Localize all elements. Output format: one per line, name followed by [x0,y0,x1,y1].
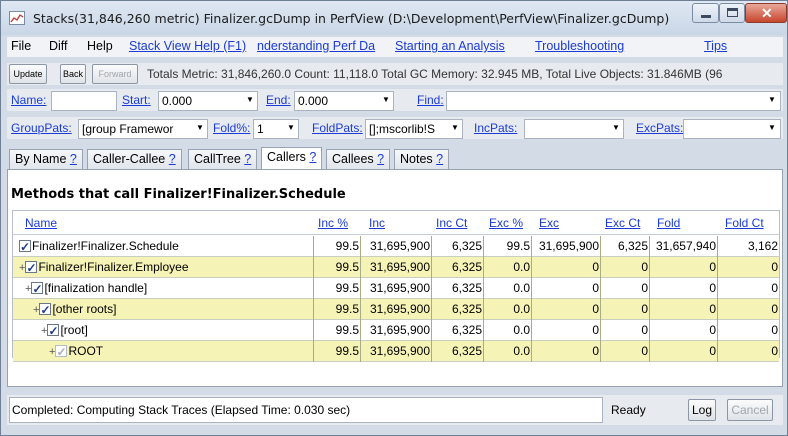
exc-pct-cell: 0.0 [484,341,532,362]
inc-pct-cell: 99.5 [314,236,361,257]
excpats-label[interactable]: ExcPats: [636,121,684,135]
fold-ct-cell: 0 [771,281,778,295]
chevron-down-icon[interactable]: ▼ [768,95,776,104]
name-cell [19,278,314,299]
col-name[interactable]: Name [25,216,58,230]
grouppats-label[interactable]: GroupPats: [11,121,72,135]
inc-cell: 31,695,900 [361,236,432,257]
totals-summary: Totals Metric: 31,846,260.0 Count: 11,118.0 Total GC Memory: 32.945 MB, Total Live Objects: 31.846MB (96 [147,67,723,81]
minimize-icon [701,15,711,18]
expand-toggle[interactable]: + [25,283,32,295]
understanding-perf-data-link[interactable]: nderstanding Perf Da [257,39,376,53]
chevron-down-icon[interactable]: ▼ [451,123,459,132]
exc-ct-cell: 0 [601,278,650,299]
find-field[interactable] [446,91,781,111]
col-exc-ct[interactable]: Exc Ct [605,216,641,230]
log-button[interactable]: Log [688,399,716,421]
callers-panel [7,169,783,387]
inc-cell: 31,695,900 [361,299,432,320]
close-icon: ✕ [761,5,773,21]
chevron-down-icon[interactable]: ▼ [196,123,204,132]
inc-ct-cell: 6,325 [432,236,484,257]
exc-ct-cell: 6,325 [601,236,650,257]
exc-pct-cell: 0.0 [484,278,532,299]
update-button[interactable]: Update [9,64,47,84]
exc-ct-cell: 0 [601,320,650,341]
menu-diff[interactable]: Diff [49,39,68,53]
row-name: [finalization handle] [44,281,148,295]
filter-row-patterns [7,117,783,139]
tab-callers[interactable] [261,147,322,170]
filter-row-range [7,89,783,111]
menu-help[interactable]: Help [87,39,113,53]
help-link[interactable]: ? [168,152,176,166]
expand-toggle[interactable]: + [33,304,40,316]
toolbar [7,63,783,85]
help-link[interactable]: ? [377,152,385,166]
chart-icon [9,11,25,25]
inc-cell: 31,695,900 [361,320,432,341]
title-bar[interactable] [1,1,787,35]
tab-calltree[interactable] [188,149,257,169]
inc-ct-cell: 6,325 [432,257,484,278]
inc-pct-cell: 99.5 [314,278,361,299]
exc-ct-cell: 0 [601,341,650,362]
help-link[interactable]: ? [436,152,444,166]
row-name: ROOT [68,344,104,358]
foldpct-label[interactable]: Fold%: [213,121,251,135]
tab-label: Caller-Callee [93,152,166,166]
col-inc-pct[interactable]: Inc % [318,216,349,230]
exc-cell: 0 [532,278,601,299]
exc-pct-cell: 0.0 [484,257,532,278]
name-cell [19,236,314,257]
help-link[interactable]: ? [309,150,317,164]
status-bar [7,395,783,425]
inc-cell: 31,695,900 [361,278,432,299]
table-row[interactable] [13,320,779,341]
fold-cell: 0 [650,278,718,299]
window-title: Stacks(31,846,260 metric) Finalizer.gcDump in PerfView (D:\Development\PerfView\Finalizer.gcDump) [33,11,670,26]
troubleshooting-link[interactable]: Troubleshooting [535,39,625,53]
maximize-button[interactable] [719,3,745,23]
starting-analysis-link[interactable]: Starting an Analysis [395,39,505,53]
name-label[interactable]: Name: [11,93,47,107]
col-fold[interactable]: Fold [657,216,681,230]
exc-cell: 0 [532,257,601,278]
forward-button[interactable]: Forward [92,64,138,84]
fold-cell: 0 [650,341,718,362]
exc-pct-cell: 0.0 [484,320,532,341]
exc-cell: 0 [532,320,601,341]
stack-view-help-link[interactable]: Stack View Help (F1) [129,39,247,53]
inc-cell: 31,695,900 [361,341,432,362]
exc-cell: 0 [532,299,601,320]
exc-ct-cell: 0 [601,257,650,278]
expand-toggle[interactable]: + [19,262,26,274]
row-name: Finalizer!Finalizer.Employee [38,260,189,274]
inc-cell: 31,695,900 [361,257,432,278]
inc-ct-cell: 6,325 [432,320,484,341]
status-state: Ready [611,403,646,417]
name-cell [19,320,314,341]
fold-ct-cell: 0 [771,344,778,358]
end-label[interactable]: End: [266,93,291,107]
table-row[interactable] [13,257,779,278]
col-inc[interactable]: Inc [369,216,386,230]
exc-pct-cell: 0.0 [484,299,532,320]
expand-toggle[interactable]: + [49,346,56,358]
chevron-down-icon[interactable]: ▼ [612,123,620,132]
chevron-down-icon[interactable]: ▼ [287,123,295,132]
fold-ct-cell: 3,162 [747,239,778,253]
inc-pct-cell: 99.5 [314,320,361,341]
fold-ct-cell: 0 [771,302,778,316]
inc-ct-cell: 6,325 [432,299,484,320]
tab-label: CallTree [194,152,241,166]
tab-label: By Name [15,152,67,166]
foldpats-field[interactable]: [];mscorlib!S [365,119,463,139]
inc-ct-cell: 6,325 [432,341,484,362]
tips-link[interactable]: Tips [704,39,728,53]
inc-pct-cell: 99.5 [314,341,361,362]
name-cell [19,299,314,320]
exc-cell: 0 [532,341,601,362]
callers-grid [12,210,780,358]
exc-cell: 31,695,900 [532,236,601,257]
table-row[interactable] [13,341,779,362]
cancel-button[interactable]: Cancel [727,399,773,421]
back-button[interactable]: Back [60,64,86,84]
chevron-down-icon[interactable]: ▼ [246,95,254,104]
help-link[interactable]: ? [244,152,252,166]
incpats-label[interactable]: IncPats: [474,121,518,135]
panel-heading: Methods that call Finalizer!Finalizer.Schedule [11,187,346,202]
row-name: Finalizer!Finalizer.Schedule [32,239,179,253]
name-cell [19,341,314,362]
end-field[interactable]: 0.000 [294,91,394,111]
col-fold-ct[interactable]: Fold Ct [725,216,764,230]
tab-label: Callers [267,150,306,164]
tab-label: Notes [400,152,433,166]
chevron-down-icon[interactable]: ▼ [382,95,390,104]
inc-ct-cell: 6,325 [432,278,484,299]
fold-ct-cell: 0 [771,323,778,337]
inc-pct-cell: 99.5 [314,257,361,278]
exc-pct-cell: 99.5 [484,236,532,257]
start-field[interactable]: 0.000 [158,91,258,111]
fold-cell: 0 [650,257,718,278]
expand-toggle[interactable]: + [41,325,48,337]
name-field[interactable] [51,91,117,111]
start-label[interactable]: Start: [122,93,151,107]
grouppats-field[interactable]: [group Framewor [78,119,208,139]
exc-ct-cell: 0 [601,299,650,320]
table-row[interactable] [13,278,779,299]
col-inc-ct[interactable]: Inc Ct [436,216,468,230]
tab-caller-callee[interactable] [87,149,182,169]
tab-notes[interactable] [394,149,449,169]
checkbox[interactable] [31,282,43,294]
col-exc[interactable]: Exc [539,216,560,230]
view-tabs [7,147,783,169]
menu-file[interactable]: File [11,39,32,53]
checkbox[interactable] [55,345,67,357]
checkbox[interactable] [47,324,59,336]
fold-ct-cell: 0 [771,260,778,274]
tab-by-name[interactable] [9,149,83,169]
checkbox[interactable] [25,261,37,273]
name-cell [19,257,314,278]
col-exc-pct[interactable]: Exc % [489,216,524,230]
menu-bar [7,37,783,57]
close-button[interactable] [745,3,787,23]
foldpct-field[interactable]: 1 [253,119,299,139]
fold-cell: 0 [650,299,718,320]
tab-label: Callees [332,152,374,166]
grid-header [13,211,779,235]
checkbox[interactable] [39,303,51,315]
row-name: [other roots] [52,302,117,316]
chevron-down-icon[interactable]: ▼ [768,123,776,132]
maximize-icon [727,8,738,17]
find-label[interactable]: Find: [417,93,444,107]
inc-pct-cell: 99.5 [314,299,361,320]
help-link[interactable]: ? [69,152,77,166]
foldpats-label[interactable]: FoldPats: [312,121,363,135]
fold-cell: 0 [650,320,718,341]
minimize-button[interactable] [692,3,719,23]
table-row[interactable] [13,236,779,257]
checkbox[interactable] [19,240,31,252]
table-row[interactable] [13,299,779,320]
tab-callees[interactable] [326,149,390,169]
row-name: [root] [60,323,88,337]
status-message: Completed: Computing Stack Traces (Elapsed Time: 0.030 sec) [9,397,603,423]
fold-cell: 31,657,940 [650,236,718,257]
